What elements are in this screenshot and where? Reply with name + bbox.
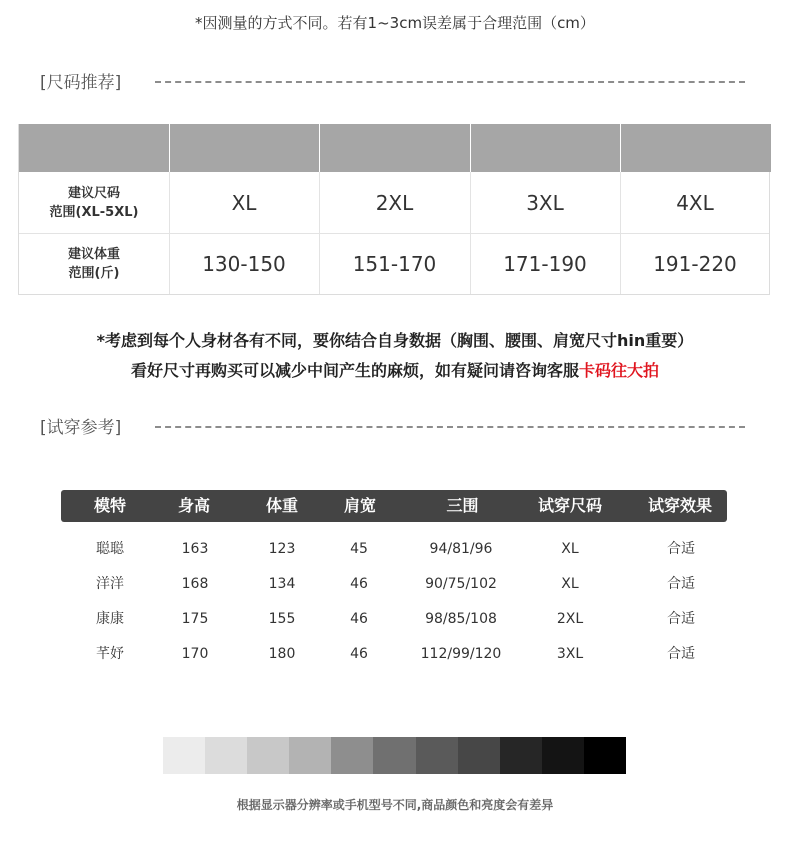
gray-swatch (458, 737, 500, 774)
gray-swatch (373, 737, 415, 774)
fit-header-height: 身高 (177, 496, 210, 515)
fit-measurements: 98/85/108 (425, 611, 497, 627)
fit-model-name: 芊妤 (96, 646, 124, 662)
fit-header-measurements: 三围 (446, 496, 479, 515)
size-section-divider (155, 81, 745, 83)
fit-size: XL (561, 541, 579, 557)
fit-measurements: 94/81/96 (429, 541, 493, 557)
gray-swatch (416, 737, 458, 774)
size-recommendation-table (18, 124, 770, 295)
fit-model-name: 聪聪 (96, 541, 124, 557)
advice-text: 看好尺寸再购买可以减少中间产生的麻烦，如有疑问请咨询客服 (130, 361, 579, 380)
fit-weight: 155 (268, 611, 296, 627)
fit-measurements: 90/75/102 (425, 576, 497, 592)
fit-size: 2XL (556, 611, 584, 627)
gray-swatch (500, 737, 542, 774)
size-advice-note-2 (0, 359, 790, 383)
fit-table-header (61, 490, 727, 522)
size-section-title: [尺码推荐] (40, 73, 122, 93)
fit-weight: 123 (268, 541, 296, 557)
gray-swatch (205, 737, 247, 774)
fit-weight: 180 (268, 646, 296, 662)
measurement-note: *因测量的方式不同。若有1~3cm误差属于合理范围（cm） (195, 14, 595, 32)
size-cell: XL (231, 190, 257, 215)
color-disclaimer: 根据显示器分辨率或手机型号不同,商品颜色和亮度会有差异 (236, 798, 554, 812)
fit-shoulder: 45 (350, 541, 368, 557)
gray-swatch (331, 737, 373, 774)
size-advice-note: *考虑到每个人身材各有不同，要你结合自身数据（胸围、腰围、肩宽尺寸hin重要） (96, 331, 694, 350)
size-table-header (19, 124, 771, 172)
size-cell: 3XL (526, 190, 564, 215)
size-row-label-line1: 建议尺码 (67, 185, 120, 201)
fit-height: 175 (181, 611, 209, 627)
fit-size: XL (561, 576, 579, 592)
fit-header-weight: 体重 (265, 496, 298, 515)
fit-header-shoulder: 肩宽 (343, 496, 376, 515)
fit-header-model: 模特 (93, 496, 126, 515)
fit-shoulder: 46 (350, 576, 368, 592)
weight-cell: 171-190 (503, 252, 587, 276)
fit-header-size: 试穿尺码 (537, 496, 602, 515)
weight-row-label (19, 234, 169, 294)
size-cell: 2XL (375, 190, 414, 215)
gray-swatch (584, 737, 626, 774)
fit-section-title: [试穿参考] (40, 418, 122, 438)
gray-swatch (247, 737, 289, 774)
gray-swatch (289, 737, 331, 774)
size-row-label-line2: 范围(XL-5XL) (49, 204, 139, 220)
fit-height: 168 (181, 576, 209, 592)
fit-effect: 合适 (667, 541, 695, 557)
fit-model-name: 康康 (96, 611, 124, 627)
weight-row-label-line2: 范围(斤) (68, 266, 120, 281)
fit-effect: 合适 (667, 646, 695, 662)
fit-effect: 合适 (667, 576, 695, 592)
gray-swatch (542, 737, 584, 774)
fit-model-name: 洋洋 (96, 576, 124, 592)
fit-size: 3XL (556, 646, 584, 662)
fit-effect: 合适 (667, 611, 695, 627)
weight-cell: 130-150 (202, 252, 286, 276)
fit-header-effect: 试穿效果 (647, 496, 712, 515)
weight-cell: 191-220 (653, 252, 737, 276)
advice-highlight: 卡码往大拍 (579, 361, 660, 380)
size-row-label (19, 172, 169, 233)
gray-swatch (163, 737, 205, 774)
size-cell: 4XL (676, 190, 714, 215)
fit-shoulder: 46 (350, 611, 368, 627)
gray-scale-strip (163, 737, 626, 774)
fit-measurements: 112/99/120 (420, 646, 502, 662)
fit-shoulder: 46 (350, 646, 368, 662)
weight-cell: 151-170 (352, 252, 437, 276)
weight-row-label-line1: 建议体重 (67, 247, 120, 262)
fit-section-divider (155, 426, 745, 428)
fit-height: 163 (181, 541, 209, 557)
fit-height: 170 (181, 646, 209, 662)
fit-weight: 134 (268, 576, 296, 592)
